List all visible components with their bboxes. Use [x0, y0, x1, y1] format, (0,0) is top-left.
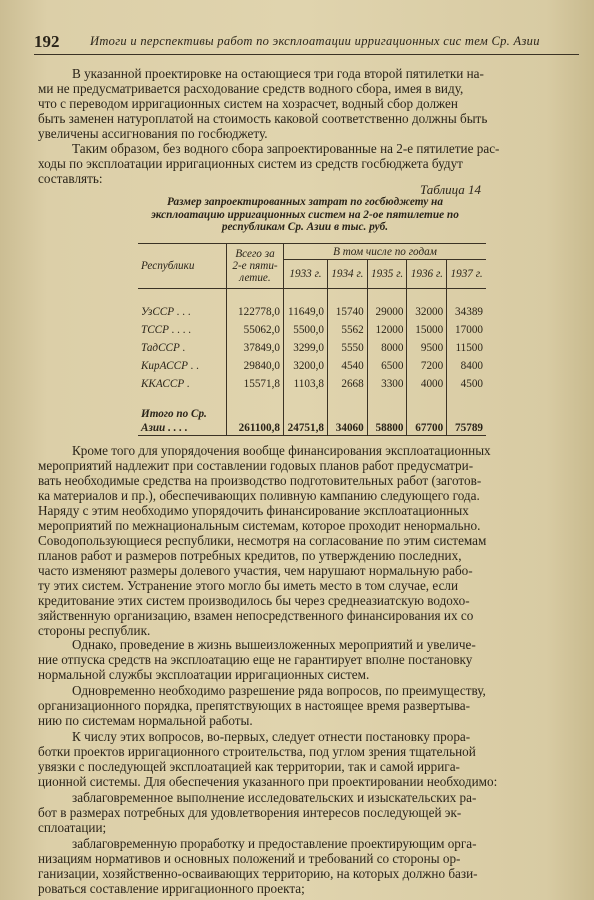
text-line: бот в размерах потребных для удовлетворения интересов последующей эк- — [38, 805, 462, 820]
cell-year: 3300 — [367, 375, 407, 393]
running-title: Итоги и перспективы работ по эксплоатации ирригационных сис тем Ср. Азии — [90, 34, 540, 48]
cell-total: 15571,8 — [227, 375, 284, 393]
total-row-label — [138, 407, 227, 436]
cell-year: 3299,0 — [284, 339, 328, 357]
text-line: ботки проектов ирригационного строительства, под углом зрения тщательной — [38, 744, 476, 759]
text-line: стороны республик. — [38, 623, 151, 638]
paragraph-2 — [38, 141, 578, 186]
text-line: кредитование этих систем производилось бы через среднеазиатскую водохо- — [38, 593, 470, 608]
text-line: увеличены ассигнования по госбюджету. — [38, 126, 268, 141]
cell-year: 4500 — [447, 375, 486, 393]
cell-year: 5500,0 — [284, 321, 328, 339]
republic-name: ТадССР . — [141, 342, 186, 354]
cell-year: 4000 — [407, 375, 447, 393]
cell-year: 34389 — [447, 303, 486, 321]
cell-total: 261100,8 — [227, 407, 284, 436]
text-line: нию по системам нормальной работы. — [38, 713, 253, 728]
page-header — [34, 30, 579, 55]
republic-name: УзССР . . . — [141, 306, 191, 318]
table-row — [138, 339, 486, 357]
column-header-year: 1933 г. — [284, 260, 328, 289]
text-line: мероприятий по межнациональным системам, которое проходит ненормально. — [38, 518, 481, 533]
cell-year: 11500 — [447, 339, 486, 357]
column-header-year: 1936 г. — [407, 260, 447, 289]
text-line: ционной системы. Для обеспечения указанного при проектировании необходимо: — [38, 774, 498, 789]
cell-year: 9500 — [407, 339, 447, 357]
cell-total: 55062,0 — [227, 321, 284, 339]
cell-total: 29840,0 — [227, 357, 284, 375]
cell-year: 3200,0 — [284, 357, 328, 375]
cell-year: 5562 — [327, 321, 367, 339]
table-number: Таблица 14 — [420, 182, 482, 197]
republic-name: КирАССР . . — [141, 360, 200, 372]
paragraph-1 — [38, 66, 578, 141]
cell-year: 15740 — [327, 303, 367, 321]
cell-year: 17000 — [447, 321, 486, 339]
text-line: нормальной службы эксплоатации ирригационных систем. — [38, 667, 370, 682]
cell-year: 32000 — [407, 303, 447, 321]
cell-year: 5550 — [327, 339, 367, 357]
text-line: роваться составление ирригационного проекта; — [38, 881, 305, 896]
text-line: планов работ и размеров потребных кредитов, по утверждению последних, — [38, 548, 462, 563]
cell-year: 7200 — [407, 357, 447, 375]
republic-name: ТССР . . . . — [141, 324, 192, 336]
cell-year: 11649,0 — [284, 303, 328, 321]
text-line: ходы по эксплоатации ирригационных систем из средств госбюджета будут — [38, 156, 463, 171]
table-row — [138, 303, 486, 321]
text-line: ка материалов и пр.), обеспечивающих поливную кампанию следующего года. — [38, 488, 480, 503]
cell-year: 8400 — [447, 357, 486, 375]
text-line: часто изменяют размеры долевого участия, чем нарушают нормальную рабо- — [38, 563, 473, 578]
republic-name: ККАССР . — [141, 378, 190, 390]
cell-year: 2668 — [327, 375, 367, 393]
text-line: В указанной проектировке на остающиеся три года второй пятилетки на- — [72, 66, 484, 81]
table-row — [138, 321, 486, 339]
text-line: увязки с последующей эксплоатацией как территории, так и самой ирригa- — [38, 759, 460, 774]
paragraph-7 — [38, 790, 578, 835]
cell-total: 37849,0 — [227, 339, 284, 357]
cell-year: 24751,8 — [284, 407, 328, 436]
text-line: ту этих систем. Устранение этого могло бы иметь место в том случае, если — [38, 578, 459, 593]
cell-year: 75789 — [447, 407, 486, 436]
text-line: составлять: — [38, 171, 103, 186]
cell-year: 34060 — [327, 407, 367, 436]
text-line: заблаговременную проработку и предоставление проектирующим орга- — [72, 836, 477, 851]
text-line: заблаговременное выполнение исследовательских и изыскательских ра- — [72, 790, 477, 805]
column-header-year: 1934 г. — [327, 260, 367, 289]
total-label-line: Итого по Ср. — [141, 408, 207, 420]
paragraph-6 — [38, 729, 578, 789]
column-header-year: 1935 г. — [367, 260, 407, 289]
column-header-years-group: В том числе по годам — [284, 244, 487, 260]
text-line: Однако, проведение в жизнь вышеизложенных мероприятий и увеличе- — [72, 637, 476, 652]
paragraph-8 — [38, 836, 578, 896]
cell-year: 6500 — [367, 357, 407, 375]
cell-total: 122778,0 — [227, 303, 284, 321]
text-line: Соводопользующиеся республики, несмотря на согласование по этим системам — [38, 533, 487, 548]
column-header-republic: Республики — [138, 244, 227, 289]
text-line: что с переводом ирригационных систем на хозрасчет, водный сбор должен — [38, 96, 458, 111]
text-line: К числу этих вопросов, во-первых, следует отнести постановку прора- — [72, 729, 471, 744]
column-header-total: Всего за 2-е пяти-летие. — [227, 244, 284, 289]
text-line: Таким образом, без водного сбора запроектированные на 2-е пятилетие рас- — [72, 141, 500, 156]
cell-year: 29000 — [367, 303, 407, 321]
text-line: ми не предусматривается расходование средств водного сбора, имея в виду, — [38, 81, 464, 96]
text-line: ганизации, хозяйственно-осваивающих территорию, на которых должно бази- — [38, 866, 478, 881]
table-row — [138, 375, 486, 393]
cell-year: 67700 — [407, 407, 447, 436]
text-line: мероприятий надлежит при составлении годовых планов работ предусматри- — [38, 458, 474, 473]
table-caption: Размер запроектированных затрат по госбюджету на эксплоатацию ирригационных систем на 2-ое пятилетие по республикам Ср. Азии в тыс. руб. — [151, 196, 459, 233]
budget-table — [138, 243, 486, 436]
text-line: вать необходимые средства на производство подготовительных работ (заготов- — [38, 473, 482, 488]
text-line: ние отпуска средств на эксплоатацию еще не гарантирует вполне постановку — [38, 652, 473, 667]
text-line: быть заменен натуроплатой на стоимость каковой соответственно должны быть — [38, 111, 488, 126]
text-line: низациям нормативов и основных положений и требований со стороны ор- — [38, 851, 461, 866]
paragraph-4 — [38, 637, 578, 682]
column-header-year: 1937 г. — [447, 260, 486, 289]
paragraph-5 — [38, 683, 578, 728]
text-line: Кроме того для упорядочения вообще финансирования эксплоатационных — [72, 443, 491, 458]
text-line: сплоатации; — [38, 820, 107, 835]
text-line: организационного порядка, препятствующих в настоящее время развертыва- — [38, 698, 471, 713]
cell-year: 15000 — [407, 321, 447, 339]
cell-year: 8000 — [367, 339, 407, 357]
table-row — [138, 357, 486, 375]
page-number: 192 — [34, 32, 60, 51]
cell-year: 12000 — [367, 321, 407, 339]
table-total-row — [138, 407, 486, 436]
cell-year: 1103,8 — [284, 375, 328, 393]
text-line: Одновременно необходимо разрешение ряда вопросов, по преимуществу, — [72, 683, 486, 698]
paragraph-3 — [38, 443, 578, 638]
total-label-line: Азии . . . . — [141, 422, 188, 434]
text-line: зяйственную организацию, взамен непосредственного финансирования их со — [38, 608, 474, 623]
text-line: Наряду с этим необходимо упорядочить финансирование эксплоатационных — [38, 503, 469, 518]
cell-year: 4540 — [327, 357, 367, 375]
cell-year: 58800 — [367, 407, 407, 436]
